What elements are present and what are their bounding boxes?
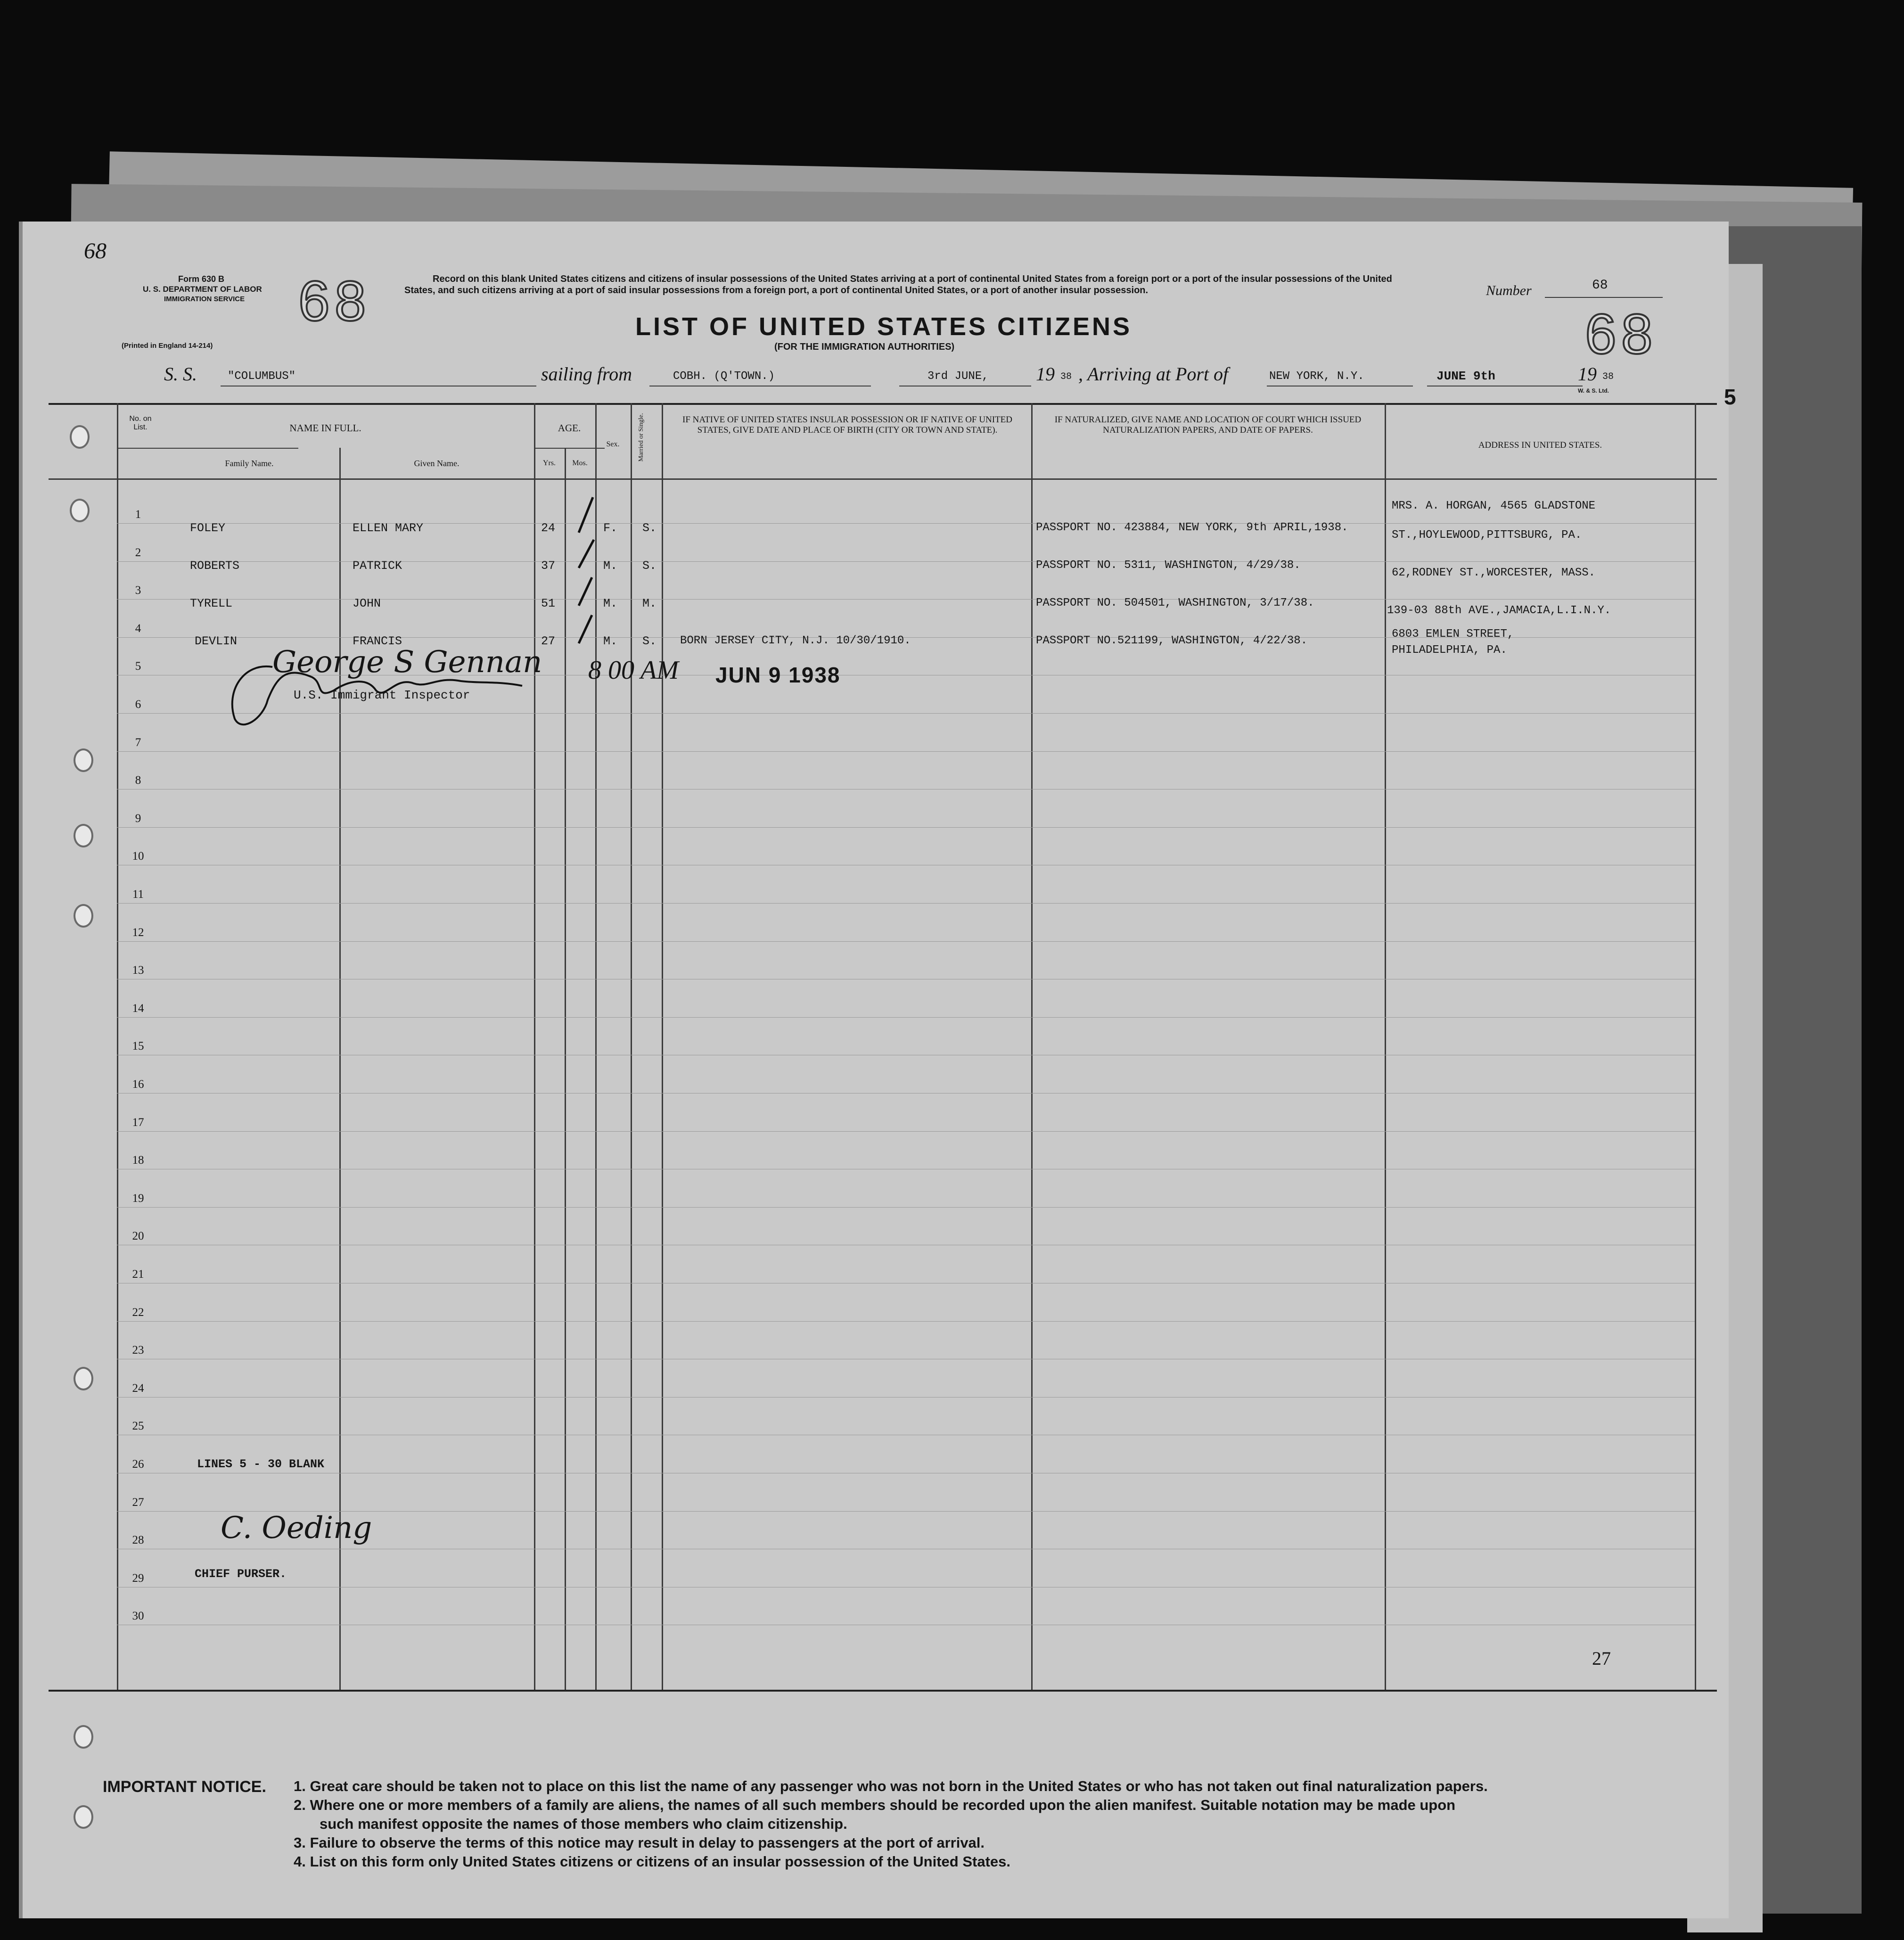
- large-stamp-number: 68: [1585, 303, 1658, 366]
- line-number: 22: [132, 1306, 144, 1319]
- ruled-line: [117, 1131, 1695, 1132]
- page-title: LIST OF UNITED STATES CITIZENS: [635, 312, 1132, 341]
- number-label: Number: [1486, 283, 1532, 298]
- inspector-signature: George S Gennan: [272, 645, 542, 680]
- line-number: 7: [135, 736, 141, 749]
- blank-lines-note: LINES 5 - 30 BLANK: [197, 1457, 325, 1471]
- row-3-address-1: 139-03 88th AVE.,JAMACIA,L.I.N.Y.: [1387, 604, 1611, 617]
- service: IMMIGRATION SERVICE: [164, 295, 245, 303]
- date-stamp: JUN 9 1938: [715, 663, 841, 687]
- row-2-yrs: 37: [541, 559, 556, 573]
- col-family-name: Family Name.: [225, 459, 274, 468]
- manifest-sheet: [19, 222, 1736, 1918]
- col-given-name: Given Name.: [414, 459, 460, 468]
- row-2-naturalized: PASSPORT NO. 5311, WASHINGTON, 4/29/38.: [1036, 559, 1301, 572]
- row-1-sex: F.: [603, 521, 618, 535]
- line-number: 9: [135, 812, 141, 825]
- row-1-address-1: MRS. A. HORGAN, 4565 GLADSTONE: [1392, 500, 1596, 512]
- line-number: 5: [135, 660, 141, 673]
- ruled-line: [117, 827, 1695, 828]
- notice-item-2: 2. Where one or more members of a family are aliens, the names of all such members should be recorded upon the alien manifest. Suitable notation may be made upon: [294, 1797, 1456, 1813]
- inspection-time: 8 00 AM: [588, 656, 679, 685]
- col-age: AGE.: [558, 422, 581, 434]
- col-mos: Mos.: [572, 459, 588, 467]
- line-number: 13: [132, 964, 144, 977]
- ruled-line: [117, 751, 1695, 752]
- row-2-given: PATRICK: [353, 559, 402, 573]
- line-number: 2: [135, 546, 141, 559]
- year-prefix-1: 19: [1036, 363, 1055, 385]
- row-1-family: FOLEY: [190, 521, 226, 535]
- department: U. S. DEPARTMENT OF LABOR: [143, 285, 262, 294]
- row-2-address-1: 62,RODNEY ST.,WORCESTER, MASS.: [1392, 567, 1596, 579]
- punch-hole: [74, 824, 93, 847]
- row-4-sex: M.: [603, 634, 618, 648]
- stamp-number: 68: [298, 270, 371, 333]
- year-2: 38: [1602, 371, 1614, 382]
- purser-title: CHIEF PURSER.: [195, 1567, 287, 1581]
- row-1-address-2: ST.,HOYLEWOOD,PITTSBURG, PA.: [1392, 529, 1582, 542]
- row-3-sex: M.: [603, 597, 618, 610]
- months-tick-marks: [565, 488, 607, 658]
- row-4-given: FRANCIS: [353, 634, 402, 648]
- departure-port: COBH. (Q'TOWN.): [673, 370, 775, 383]
- notice-item-4: 4. List on this form only United States citizens or citizens of an insular possession of the United States.: [294, 1853, 1010, 1870]
- col-no: No. on List.: [129, 415, 152, 431]
- line-number: 6: [135, 698, 141, 711]
- row-4-marital: S.: [642, 634, 657, 648]
- line-number: 24: [132, 1382, 144, 1395]
- line-number: 18: [132, 1154, 144, 1167]
- row-4-family: DEVLIN: [195, 634, 238, 648]
- row-4-native: BORN JERSEY CITY, N.J. 10/30/1910.: [680, 634, 911, 647]
- edge-number: 5: [1724, 385, 1736, 409]
- row-1-given: ELLEN MARY: [353, 521, 424, 535]
- col-native: IF NATIVE OF UNITED STATES INSULAR POSSESSION OR IF NATIVE OF UNITED STATES, GIVE DATE AND PLACE OF BIRTH (CITY OR TOWN AND STATE).: [682, 415, 1012, 435]
- notice-label: IMPORTANT NOTICE.: [103, 1778, 266, 1796]
- ruled-line: [117, 1207, 1695, 1208]
- line-number: 15: [132, 1040, 144, 1052]
- row-2-family: ROBERTS: [190, 559, 240, 573]
- line-number: 28: [132, 1534, 144, 1546]
- line-number: 10: [132, 850, 144, 863]
- row-4-naturalized: PASSPORT NO.521199, WASHINGTON, 4/22/38.: [1036, 634, 1308, 647]
- line-number: 27: [132, 1496, 144, 1509]
- page-number: 27: [1592, 1648, 1611, 1669]
- line-number: 23: [132, 1344, 144, 1356]
- instructions-text: Record on this blank United States citizens and citizens of insular possessions of the United States arriving at a port of continental United States from a foreign port or a port of the insular possessions of the United States, and such citizens arriving at a port of said insular possessions from a foreign port, a port of continental United States, or a port of another insular possession.: [404, 274, 1392, 296]
- sailing-label: sailing from: [541, 363, 632, 385]
- number-value: 68: [1592, 278, 1608, 293]
- row-3-naturalized: PASSPORT NO. 504501, WASHINGTON, 3/17/38.: [1036, 597, 1314, 609]
- arrival-date: JUNE 9th: [1436, 369, 1495, 383]
- punch-hole: [74, 1805, 93, 1829]
- row-1-yrs: 24: [541, 521, 556, 535]
- row-1-naturalized: PASSPORT NO. 423884, NEW YORK, 9th APRIL,1938.: [1036, 521, 1348, 534]
- col-married: Married or Single.: [638, 413, 645, 462]
- row-3-yrs: 51: [541, 597, 556, 610]
- row-3-marital: M.: [642, 597, 657, 610]
- notice-item-3: 3. Failure to observe the terms of this notice may result in delay to passengers at the port of arrival.: [294, 1834, 985, 1851]
- punch-hole: [70, 499, 90, 522]
- ruled-line: [117, 903, 1695, 904]
- col-yrs: Yrs.: [542, 459, 556, 467]
- ruled-line: [117, 1017, 1695, 1018]
- ss-label: S. S.: [164, 363, 197, 385]
- form-number: Form 630 B: [178, 274, 225, 284]
- row-2-sex: M.: [603, 559, 618, 573]
- line-number: 19: [132, 1192, 144, 1205]
- line-number: 4: [135, 622, 141, 635]
- ship-name: "COLUMBUS": [228, 370, 296, 383]
- arrival-port: NEW YORK, N.Y.: [1269, 370, 1364, 383]
- year-1: 38: [1060, 371, 1072, 382]
- notice-item-2-continued: such manifest opposite the names of those members who claim citizenship.: [320, 1816, 847, 1832]
- inspector-title: U.S. Immigrant Inspector: [294, 688, 470, 702]
- line-number: 3: [135, 584, 141, 597]
- page-subtitle: (FOR THE IMMIGRATION AUTHORITIES): [774, 342, 955, 352]
- line-number: 21: [132, 1268, 144, 1281]
- ruled-line: [117, 941, 1695, 942]
- col-name-in-full: NAME IN FULL.: [289, 422, 361, 434]
- line-number: 30: [132, 1610, 144, 1622]
- departure-date: 3rd JUNE,: [927, 370, 989, 383]
- line-number: 14: [132, 1002, 144, 1015]
- margin-note: 68: [84, 238, 107, 263]
- line-number: 12: [132, 926, 144, 939]
- line-number: 20: [132, 1230, 144, 1242]
- line-number: 17: [132, 1116, 144, 1129]
- col-address: ADDRESS IN UNITED STATES.: [1478, 440, 1602, 450]
- row-4-yrs: 27: [541, 634, 556, 648]
- col-sex: Sex.: [606, 440, 620, 448]
- col-naturalized: IF NATURALIZED, GIVE NAME AND LOCATION OF COURT WHICH ISSUED NATURALIZATION PAPERS, AND DATE OF PAPERS.: [1054, 415, 1362, 435]
- printed-note: (Printed in England 14-214): [122, 342, 213, 350]
- notice-item-1: 1. Great care should be taken not to place on this list the name of any passenger who was not born in the United States or who has not taken out final naturalization papers.: [294, 1778, 1488, 1794]
- punch-hole: [74, 1367, 93, 1390]
- arriving-label: , Arriving at Port of: [1078, 363, 1229, 385]
- punch-hole: [74, 1725, 93, 1749]
- line-number: 26: [132, 1458, 144, 1471]
- year-prefix-2: 19: [1578, 363, 1597, 385]
- purser-signature: C. Oeding: [221, 1511, 372, 1545]
- ruled-line: [117, 1321, 1695, 1322]
- punch-hole: [74, 748, 93, 772]
- printer-mark: W. & S. Ltd.: [1578, 387, 1609, 394]
- punch-hole: [70, 425, 90, 449]
- line-number: 25: [132, 1420, 144, 1432]
- row-4-address-1: 6803 EMLEN STREET,: [1392, 628, 1514, 641]
- row-4-address-2: PHILADELPHIA, PA.: [1392, 644, 1507, 657]
- line-number: 29: [132, 1572, 144, 1585]
- line-number: 16: [132, 1078, 144, 1091]
- line-number: 1: [135, 508, 141, 521]
- line-number: 8: [135, 774, 141, 787]
- row-3-given: JOHN: [353, 597, 381, 610]
- row-3-family: TYRELL: [190, 597, 233, 610]
- row-1-marital: S.: [642, 521, 657, 535]
- line-number: 11: [132, 888, 144, 901]
- punch-hole: [74, 904, 93, 928]
- row-2-marital: S.: [642, 559, 657, 573]
